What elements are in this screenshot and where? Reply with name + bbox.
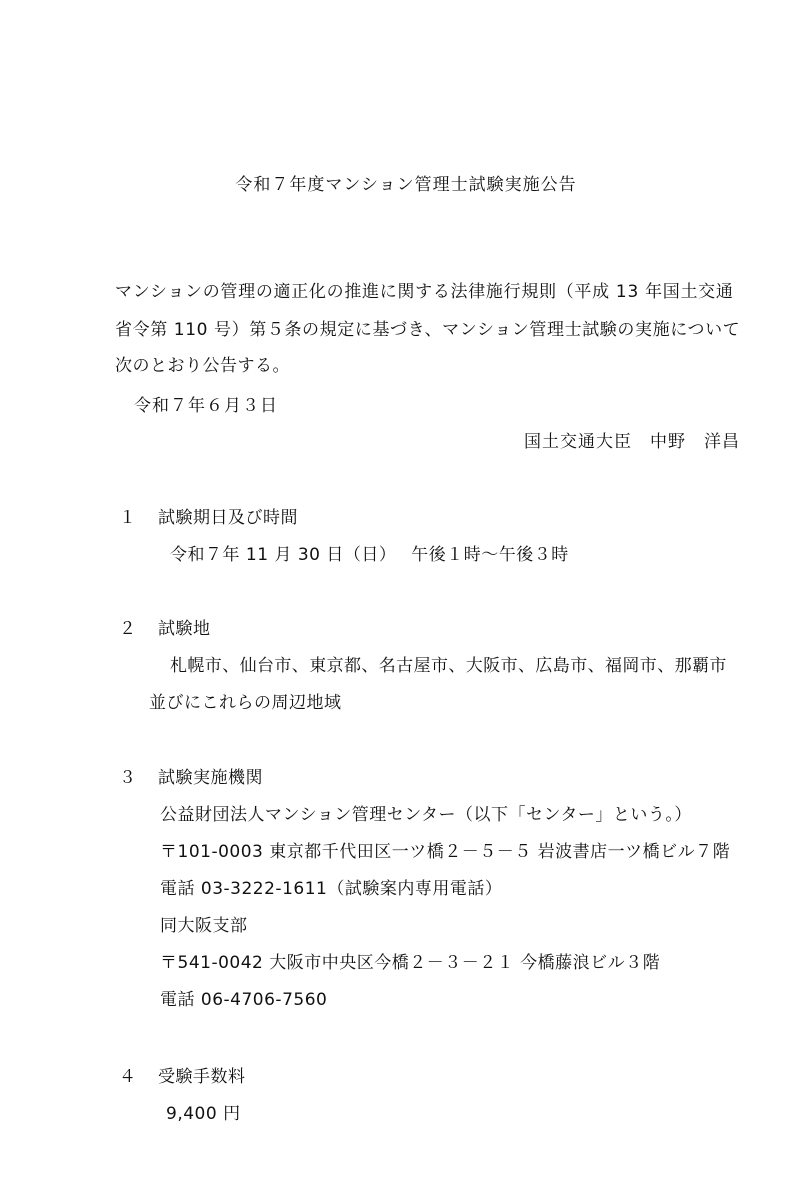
exam-locations-line-1: 札幌市、仙台市、東京都、名古屋市、大阪市、広島市、福岡市、那覇市 [170,656,727,676]
section-title: 試験実施機関 [158,768,263,788]
osaka-address: 〒541-0042 大阪市中央区今橋２－３－２１ 今橋藤浪ビル３階 [160,953,661,973]
section-number: １ [119,508,136,528]
section-title: 受験手数料 [158,1067,246,1087]
section-number: ４ [119,1067,136,1087]
tokyo-address: 〒101-0003 東京都千代田区一ツ橋２－５－５ 岩波書店一ツ橋ビル７階 [160,842,731,862]
osaka-branch-label: 同大阪支部 [160,916,248,936]
exam-datetime: 令和７年 11 月 30 日（日） 午後１時～午後３時 [170,545,569,565]
section-4-heading [119,1067,246,1087]
intro-line-2: 省令第 110 号）第５条の規定に基づき、マンション管理士試験の実施について [115,320,741,340]
section-3-heading [119,768,263,788]
section-2-heading [119,619,211,639]
intro-line-3: 次のとおり公告する。 [115,356,290,376]
section-number: ２ [119,619,136,639]
exam-locations-line-2: 並びにこれらの周辺地域 [149,693,342,713]
tokyo-phone: 電話 03-3222-1611（試験案内専用電話） [160,879,503,899]
section-number: ３ [119,768,136,788]
section-title: 試験期日及び時間 [158,508,298,528]
minister-signature: 国土交通大臣 中野 洋昌 [524,432,740,452]
section-title: 試験地 [158,619,211,639]
section-1-heading [119,508,298,528]
osaka-phone: 電話 06-4706-7560 [160,990,328,1010]
exam-fee: 9,400 円 [166,1104,241,1124]
document-title: 令和７年度マンション管理士試験実施公告 [235,175,577,195]
intro-line-1: マンションの管理の適正化の推進に関する法律施行規則（平成 13 年国土交通 [115,282,734,302]
announcement-date: 令和７年６月３日 [134,396,278,416]
organization-name: 公益財団法人マンション管理センター（以下「センター」という。） [160,805,692,825]
